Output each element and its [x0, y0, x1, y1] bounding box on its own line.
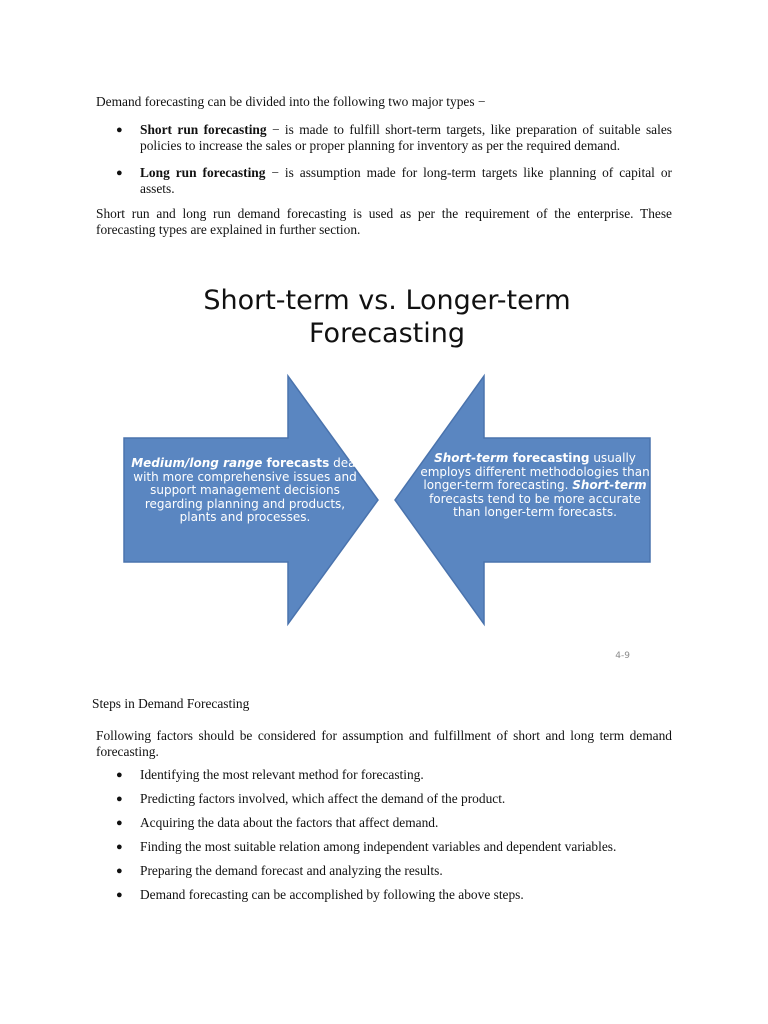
steps-list — [96, 767, 672, 903]
comparison-figure — [120, 280, 654, 670]
step-text: Demand forecasting can be accomplished by following the above steps. — [140, 887, 524, 902]
summary-paragraph: Short run and long run demand forecasting is used as per the requirement of the enterprise. These forecasting types are explained in further section. — [96, 206, 672, 237]
left-arrow-emphasis: Medium/long range — [131, 456, 263, 470]
bullet-icon: ● — [116, 769, 123, 781]
right-arrow-bold: forecasting — [508, 451, 590, 465]
step-text: Predicting factors involved, which affect the demand of the product. — [140, 791, 506, 806]
term-short-run: Short run forecasting — [140, 122, 267, 137]
bullet-icon: ● — [116, 124, 123, 136]
left-arrow-bold: forecasts — [262, 456, 330, 470]
figure-title-line1: Short-term vs. Longer-term — [203, 285, 571, 316]
list-item — [96, 839, 672, 855]
left-arrow-body: deal with more comprehensive issues and support management decisions regarding planning and products, plants and processes. — [133, 456, 359, 524]
right-arrow-body-2: forecasts tend to be more accurate than longer-term forecasts. — [429, 491, 641, 519]
step-text: Acquiring the data about the factors that affect demand. — [140, 815, 439, 830]
bullet-icon: ● — [116, 865, 123, 877]
list-item-long-run — [96, 165, 672, 197]
left-arrow-text — [126, 457, 364, 525]
slide-number: 4-9 — [615, 651, 630, 661]
steps-section — [92, 696, 672, 911]
bullet-icon: ● — [116, 889, 123, 901]
right-arrow-emphasis-1: Short-term — [434, 451, 509, 465]
step-text: Identifying the most relevant method for forecasting. — [140, 767, 424, 782]
list-item — [96, 815, 672, 831]
term-long-run: Long run forecasting — [140, 165, 266, 180]
step-text: Finding the most suitable relation among independent variables and dependent variables. — [140, 839, 617, 854]
bullet-icon: ● — [116, 817, 123, 829]
right-arrow-body-1: usually employs different methodologies than longer-term forecasting. — [420, 451, 650, 492]
right-arrow-text — [420, 452, 650, 520]
bullet-icon: ● — [116, 793, 123, 805]
list-item-short-run — [96, 122, 672, 154]
definition-short-run: − is made to fulfill short-term targets, like preparation of suitable sales policies to increase the sales or proper planning for inventory as per the required demand. — [140, 122, 673, 153]
steps-intro-paragraph: Following factors should be considered for assumption and fulfillment of short and long term demand forecasting. — [96, 728, 672, 759]
definition-long-run: − is assumption made for long-term targets like planning of capital or assets. — [140, 165, 672, 196]
bullet-icon: ● — [116, 841, 123, 853]
intro-paragraph: Demand forecasting can be divided into the following two major types − — [96, 94, 486, 109]
list-item — [96, 767, 672, 783]
figure-title-line2: Forecasting — [308, 318, 465, 349]
list-item — [96, 887, 672, 903]
right-arrow-emphasis-2: Short-term — [572, 478, 647, 492]
figure-title — [120, 284, 654, 350]
document-body — [96, 94, 672, 238]
list-item — [96, 863, 672, 879]
step-text: Preparing the demand forecast and analyzing the results. — [140, 863, 443, 878]
list-item — [96, 791, 672, 807]
steps-heading: Steps in Demand Forecasting — [92, 696, 250, 711]
forecast-types-list — [96, 122, 672, 197]
bullet-icon: ● — [116, 167, 123, 179]
